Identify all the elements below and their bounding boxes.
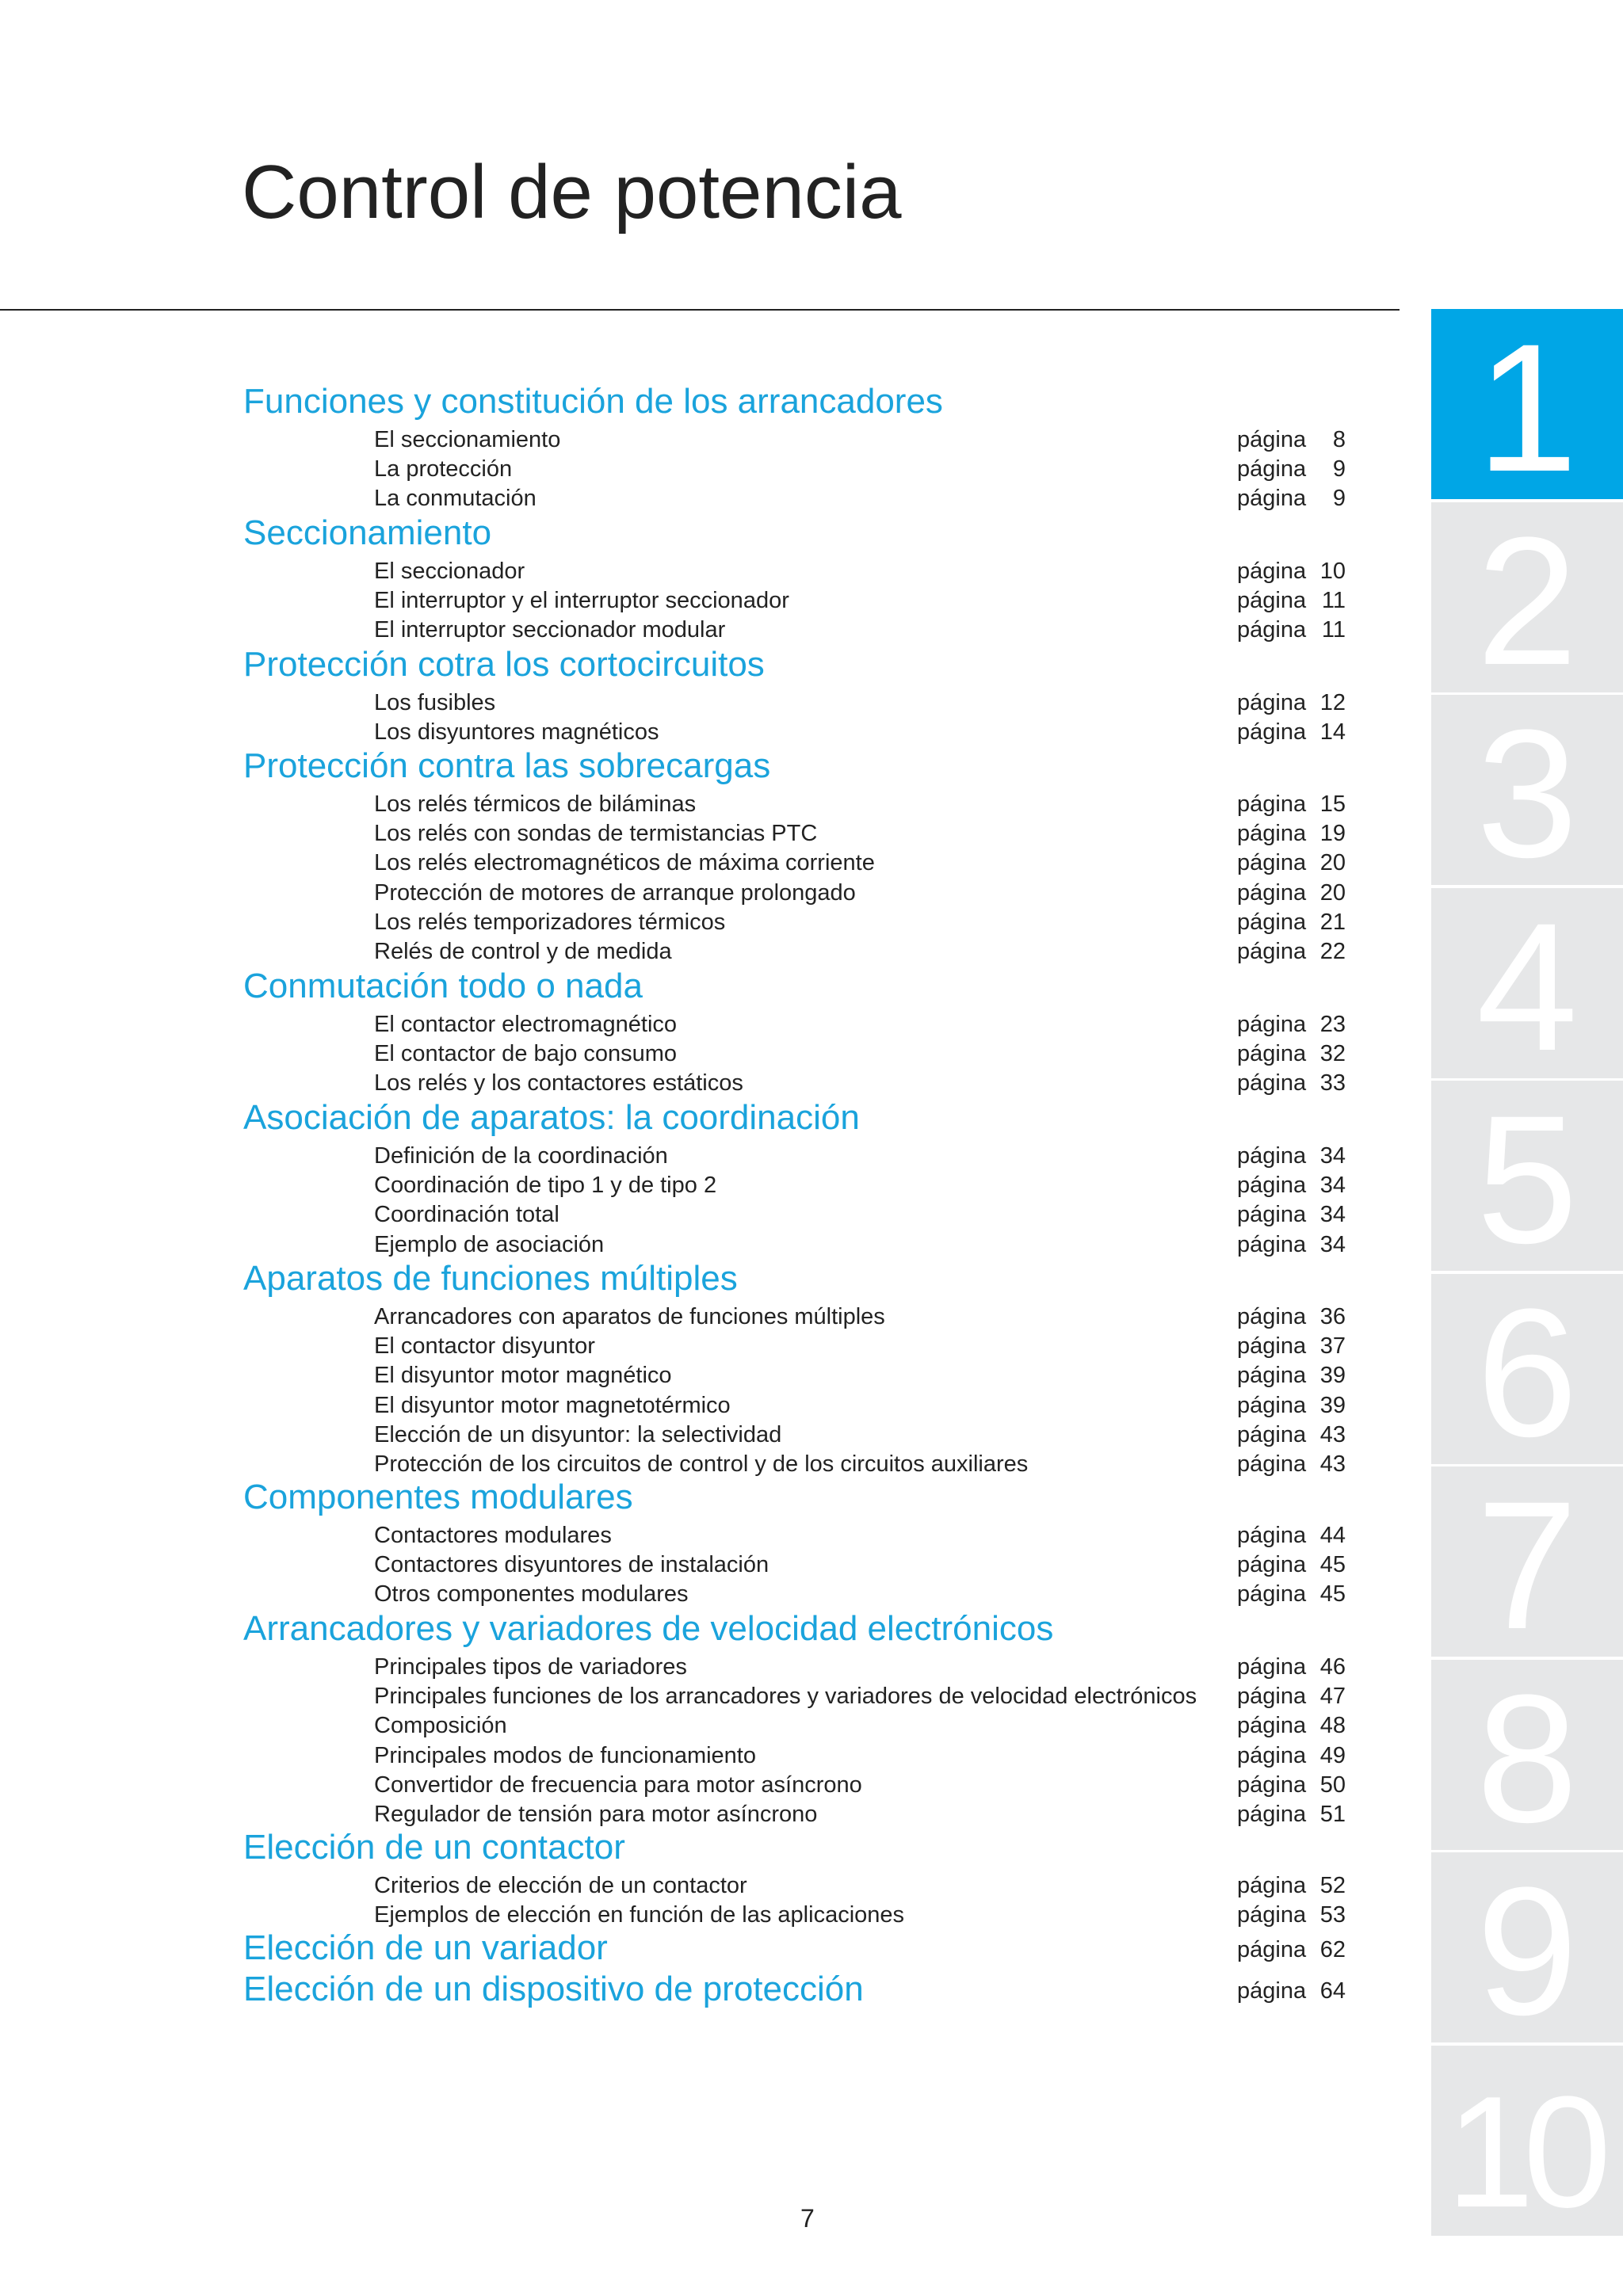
page-ref-number: 23 <box>1319 1012 1346 1037</box>
page-ref-number: 36 <box>1319 1304 1346 1329</box>
chapter-tab-7[interactable] <box>1431 1466 1623 1657</box>
page-word: página <box>1237 427 1307 452</box>
chapter-tab-10[interactable] <box>1431 2046 1623 2236</box>
section-title[interactable]: Elección de un variador <box>243 1928 608 1967</box>
toc-entry-label: El disyuntor motor magnetotérmico <box>374 1392 731 1418</box>
chapter-tab-number: 1 <box>1476 309 1578 499</box>
section-title[interactable]: Protección contra las sobrecargas <box>243 746 771 785</box>
page-ref-number: 46 <box>1319 1654 1346 1680</box>
page-ref-number: 10 <box>1319 559 1346 584</box>
chapter-tab-5[interactable] <box>1431 1081 1623 1271</box>
section-title[interactable]: Seccionamiento <box>243 513 492 552</box>
toc-entry[interactable] <box>374 458 1369 486</box>
page-ref-number: 15 <box>1319 791 1346 817</box>
page-word: página <box>1237 588 1307 614</box>
page-word: página <box>1237 1713 1307 1739</box>
page-word: página <box>1237 719 1307 746</box>
page-word: página <box>1237 1070 1307 1097</box>
toc-entry[interactable] <box>374 487 1369 516</box>
chapter-tab-8[interactable] <box>1431 1660 1623 1850</box>
page-word: página <box>1237 1654 1307 1680</box>
page-word: página <box>1237 1143 1307 1169</box>
page-ref-number: 62 <box>1319 1937 1346 1962</box>
toc-entry[interactable] <box>374 1306 1369 1334</box>
page-ref-number: 51 <box>1319 1802 1346 1827</box>
toc-entry[interactable] <box>374 1685 1369 1714</box>
toc-entry[interactable] <box>374 1742 1369 1773</box>
toc-entry-label: Arrancadores con aparatos de funciones múltiples <box>374 1304 885 1329</box>
chapter-tab-number: 3 <box>1476 695 1578 885</box>
toc-entry[interactable] <box>374 879 1369 910</box>
page-word: página <box>1237 1173 1307 1199</box>
toc-entry-label: La conmutación <box>374 486 537 512</box>
page-word: página <box>1237 879 1307 906</box>
chapter-tab-number: 8 <box>1476 1659 1578 1850</box>
toc-entry-label: Relés de control y de medida <box>374 939 672 964</box>
toc-entry-label: Contactores modulares <box>374 1523 612 1548</box>
page-word: página <box>1237 1902 1307 1928</box>
toc-entry-label: Los disyuntores magnéticos <box>374 719 659 746</box>
page-word: página <box>1237 690 1307 715</box>
section-title[interactable]: Asociación de aparatos: la coordinación <box>243 1098 860 1137</box>
page-ref-number: 45 <box>1319 1581 1346 1608</box>
toc-entry[interactable] <box>374 692 1369 720</box>
section-title[interactable]: Conmutación todo o nada <box>243 967 643 1005</box>
toc-entry-label: Ejemplo de asociación <box>374 1231 605 1257</box>
toc-entry[interactable] <box>374 1043 1369 1071</box>
toc-entry[interactable] <box>374 793 1369 822</box>
toc-entry-label: Regulador de tensión para motor asíncrono <box>374 1802 818 1827</box>
toc-entry-label: Los relés y los contactores estáticos <box>374 1070 743 1097</box>
page-ref-number: 19 <box>1319 821 1346 847</box>
page-ref-number: 33 <box>1319 1070 1346 1097</box>
toc-entry-label: El contactor disyuntor <box>374 1333 595 1360</box>
page-word: página <box>1237 559 1307 584</box>
page-ref-number: 34 <box>1319 1143 1346 1169</box>
chapter-tab-number: 6 <box>1476 1273 1578 1464</box>
toc-entry-label: Protección de los circuitos de control y de los circuitos auxiliares <box>374 1451 1029 1477</box>
page-word: página <box>1237 1937 1307 1962</box>
toc-entry-label: Principales funciones de los arrancadores y variadores de velocidad electrónicos <box>374 1684 1197 1710</box>
page-word: página <box>1237 1231 1307 1257</box>
toc-entry-label: Principales modos de funcionamiento <box>374 1742 756 1768</box>
toc-entry[interactable] <box>374 589 1369 618</box>
toc-entry[interactable] <box>374 1583 1369 1611</box>
page-ref-number: 20 <box>1319 850 1346 876</box>
toc-entry-label: El seccionador <box>374 559 525 584</box>
page-ref-number: 53 <box>1319 1902 1346 1928</box>
page-word: página <box>1237 1684 1307 1710</box>
chapter-tab-number: 7 <box>1476 1466 1578 1657</box>
page-ref-number: 14 <box>1319 719 1346 746</box>
toc-entry-label: Ejemplos de elección en función de las aplicaciones <box>374 1902 905 1928</box>
chapter-tab-6[interactable] <box>1431 1274 1623 1464</box>
chapter-tab-number: 5 <box>1476 1081 1578 1271</box>
toc-entry-label: Los fusibles <box>374 690 496 715</box>
toc-entry[interactable] <box>374 911 1369 940</box>
page-word: página <box>1237 1421 1307 1447</box>
toc-entry[interactable] <box>374 619 1369 647</box>
toc-entry-label: Criterios de elección de un contactor <box>374 1873 747 1898</box>
toc-entry[interactable] <box>374 1554 1369 1582</box>
toc-entry[interactable] <box>374 1774 1369 1802</box>
toc-entry-label: El seccionamiento <box>374 427 561 452</box>
page-word: página <box>1237 1978 1307 2004</box>
toc-entry[interactable] <box>374 429 1369 457</box>
toc-entry-label: Principales tipos de variadores <box>374 1654 687 1680</box>
toc-entry-label: Los relés electromagnéticos de máxima corriente <box>374 850 875 876</box>
toc-entry-label: El interruptor seccionador modular <box>374 617 726 643</box>
page-word: página <box>1237 1802 1307 1827</box>
section-title[interactable]: Elección de un dispositivo de protección <box>243 1970 864 2008</box>
page-ref-number: 44 <box>1319 1523 1346 1548</box>
page-ref-number: 34 <box>1319 1231 1346 1257</box>
toc-entry[interactable] <box>374 1072 1369 1100</box>
page-number: 7 <box>800 2204 815 2233</box>
toc-entry-label: Elección de un disyuntor: la selectividad <box>374 1421 782 1447</box>
page-ref-number: 9 <box>1332 456 1346 482</box>
page-word: página <box>1237 939 1307 964</box>
toc-entry[interactable] <box>374 1656 1369 1684</box>
page-ref-number: 22 <box>1319 939 1346 964</box>
section-page-ref <box>374 1939 1369 1967</box>
page-ref-number: 11 <box>1321 617 1346 643</box>
toc-entry-label: Coordinación de tipo 1 y de tipo 2 <box>374 1173 717 1199</box>
toc-entry[interactable] <box>374 1013 1369 1042</box>
page-ref-number: 39 <box>1319 1363 1346 1389</box>
toc-entry[interactable] <box>374 1394 1369 1423</box>
toc-entry-label: Protección de motores de arranque prolongado <box>374 879 856 906</box>
toc-entry[interactable] <box>374 1524 1369 1553</box>
toc-entry[interactable] <box>374 852 1369 880</box>
toc-entry[interactable] <box>374 1174 1369 1203</box>
page-word: página <box>1237 1012 1307 1037</box>
page-ref-number: 48 <box>1319 1713 1346 1739</box>
toc-entry[interactable] <box>374 560 1369 589</box>
page-ref-number: 49 <box>1319 1742 1346 1768</box>
page-word: página <box>1237 909 1307 935</box>
page-word: página <box>1237 850 1307 876</box>
page-word: página <box>1237 1523 1307 1548</box>
section-title[interactable]: Funciones y constitución de los arrancadores <box>243 382 943 421</box>
page-title: Control de potencia <box>242 150 902 235</box>
page-word: página <box>1237 1552 1307 1578</box>
toc-entry[interactable] <box>374 1335 1369 1363</box>
toc-entry-label: Definición de la coordinación <box>374 1143 668 1169</box>
page-word: página <box>1237 1333 1307 1360</box>
page-ref-number: 39 <box>1319 1392 1346 1418</box>
page-word: página <box>1237 1451 1307 1477</box>
toc-entry-label: Los relés con sondas de termistancias PTC <box>374 821 818 847</box>
section-page-ref <box>374 1980 1369 2008</box>
page-word: página <box>1237 1304 1307 1329</box>
page-word: página <box>1237 1581 1307 1608</box>
toc-entry[interactable] <box>374 1145 1369 1173</box>
page-ref-number: 50 <box>1319 1772 1346 1798</box>
page-word: página <box>1237 1742 1307 1768</box>
section-title[interactable]: Elección de un contactor <box>243 1828 625 1867</box>
toc-entry[interactable] <box>374 1203 1369 1232</box>
page-ref-number: 12 <box>1319 690 1346 715</box>
toc-entry[interactable] <box>374 940 1369 969</box>
toc-entry-label: Composición <box>374 1713 507 1739</box>
page-ref-number: 9 <box>1332 486 1346 512</box>
toc-entry-label: El contactor de bajo consumo <box>374 1041 678 1067</box>
page-word: página <box>1237 791 1307 817</box>
chapter-tab-4[interactable] <box>1431 888 1623 1078</box>
toc-entry-label: Los relés térmicos de biláminas <box>374 791 697 817</box>
toc-entry-label: Coordinación total <box>374 1202 559 1228</box>
chapter-tab-9[interactable] <box>1431 1852 1623 2042</box>
page-word: página <box>1237 617 1307 643</box>
toc-entry[interactable] <box>374 1231 1369 1262</box>
toc-entry[interactable] <box>374 1714 1369 1743</box>
toc-entry[interactable] <box>374 822 1369 851</box>
page-ref-number: 21 <box>1319 909 1346 935</box>
page-ref-number: 43 <box>1319 1451 1346 1477</box>
page-word: página <box>1237 1363 1307 1389</box>
page-ref-number: 43 <box>1319 1421 1346 1447</box>
toc-entry-label: El contactor electromagnético <box>374 1012 678 1037</box>
page-word: página <box>1237 1772 1307 1798</box>
chapter-tab-number: 2 <box>1476 502 1578 692</box>
toc-entry-label: Convertidor de frecuencia para motor asíncrono <box>374 1772 862 1798</box>
chapter-tab-number: 9 <box>1476 1852 1578 2042</box>
page-ref-number: 64 <box>1319 1978 1346 2004</box>
page-ref-number: 52 <box>1319 1873 1346 1898</box>
toc-entry-label: El disyuntor motor magnético <box>374 1363 672 1389</box>
page-ref-number: 34 <box>1319 1173 1346 1199</box>
section-title[interactable]: Protección cotra los cortocircuitos <box>243 645 765 684</box>
chapter-tab-2[interactable] <box>1431 502 1623 692</box>
page-ref-number: 34 <box>1319 1202 1346 1228</box>
page-ref-number: 8 <box>1332 427 1346 452</box>
page-ref-number: 47 <box>1319 1684 1346 1710</box>
toc-entry-label: La protección <box>374 456 513 482</box>
chapter-tab-3[interactable] <box>1431 695 1623 885</box>
page-word: página <box>1237 1392 1307 1418</box>
toc-entry-label: Otros componentes modulares <box>374 1581 689 1608</box>
chapter-tab-1[interactable] <box>1431 309 1623 499</box>
toc-entry-label: Contactores disyuntores de instalación <box>374 1552 769 1578</box>
page-word: página <box>1237 1202 1307 1228</box>
toc-entry[interactable] <box>374 1875 1369 1903</box>
page-word: página <box>1237 821 1307 847</box>
toc-entry[interactable] <box>374 721 1369 749</box>
page-ref-number: 11 <box>1321 588 1346 614</box>
page-ref-number: 45 <box>1319 1552 1346 1578</box>
section-title[interactable]: Aparatos de funciones múltiples <box>243 1259 738 1298</box>
toc-entry-label: El interruptor y el interruptor seccionador <box>374 588 789 614</box>
page-word: página <box>1237 486 1307 512</box>
toc-entry[interactable] <box>374 1421 1369 1452</box>
page-ref-number: 37 <box>1319 1333 1346 1360</box>
page-word: página <box>1237 1873 1307 1898</box>
toc-entry-label: Los relés temporizadores térmicos <box>374 909 726 935</box>
page-ref-number: 32 <box>1319 1041 1346 1067</box>
page-word: página <box>1237 456 1307 482</box>
page-word: página <box>1237 1041 1307 1067</box>
chapter-tab-number: 4 <box>1476 887 1578 1078</box>
section-title[interactable]: Componentes modulares <box>243 1478 633 1516</box>
toc-entry[interactable] <box>374 1364 1369 1393</box>
chapter-tab-number: 10 <box>1445 2063 1601 2236</box>
page-ref-number: 20 <box>1319 879 1346 906</box>
section-title[interactable]: Arrancadores y variadores de velocidad electrónicos <box>243 1609 1054 1648</box>
